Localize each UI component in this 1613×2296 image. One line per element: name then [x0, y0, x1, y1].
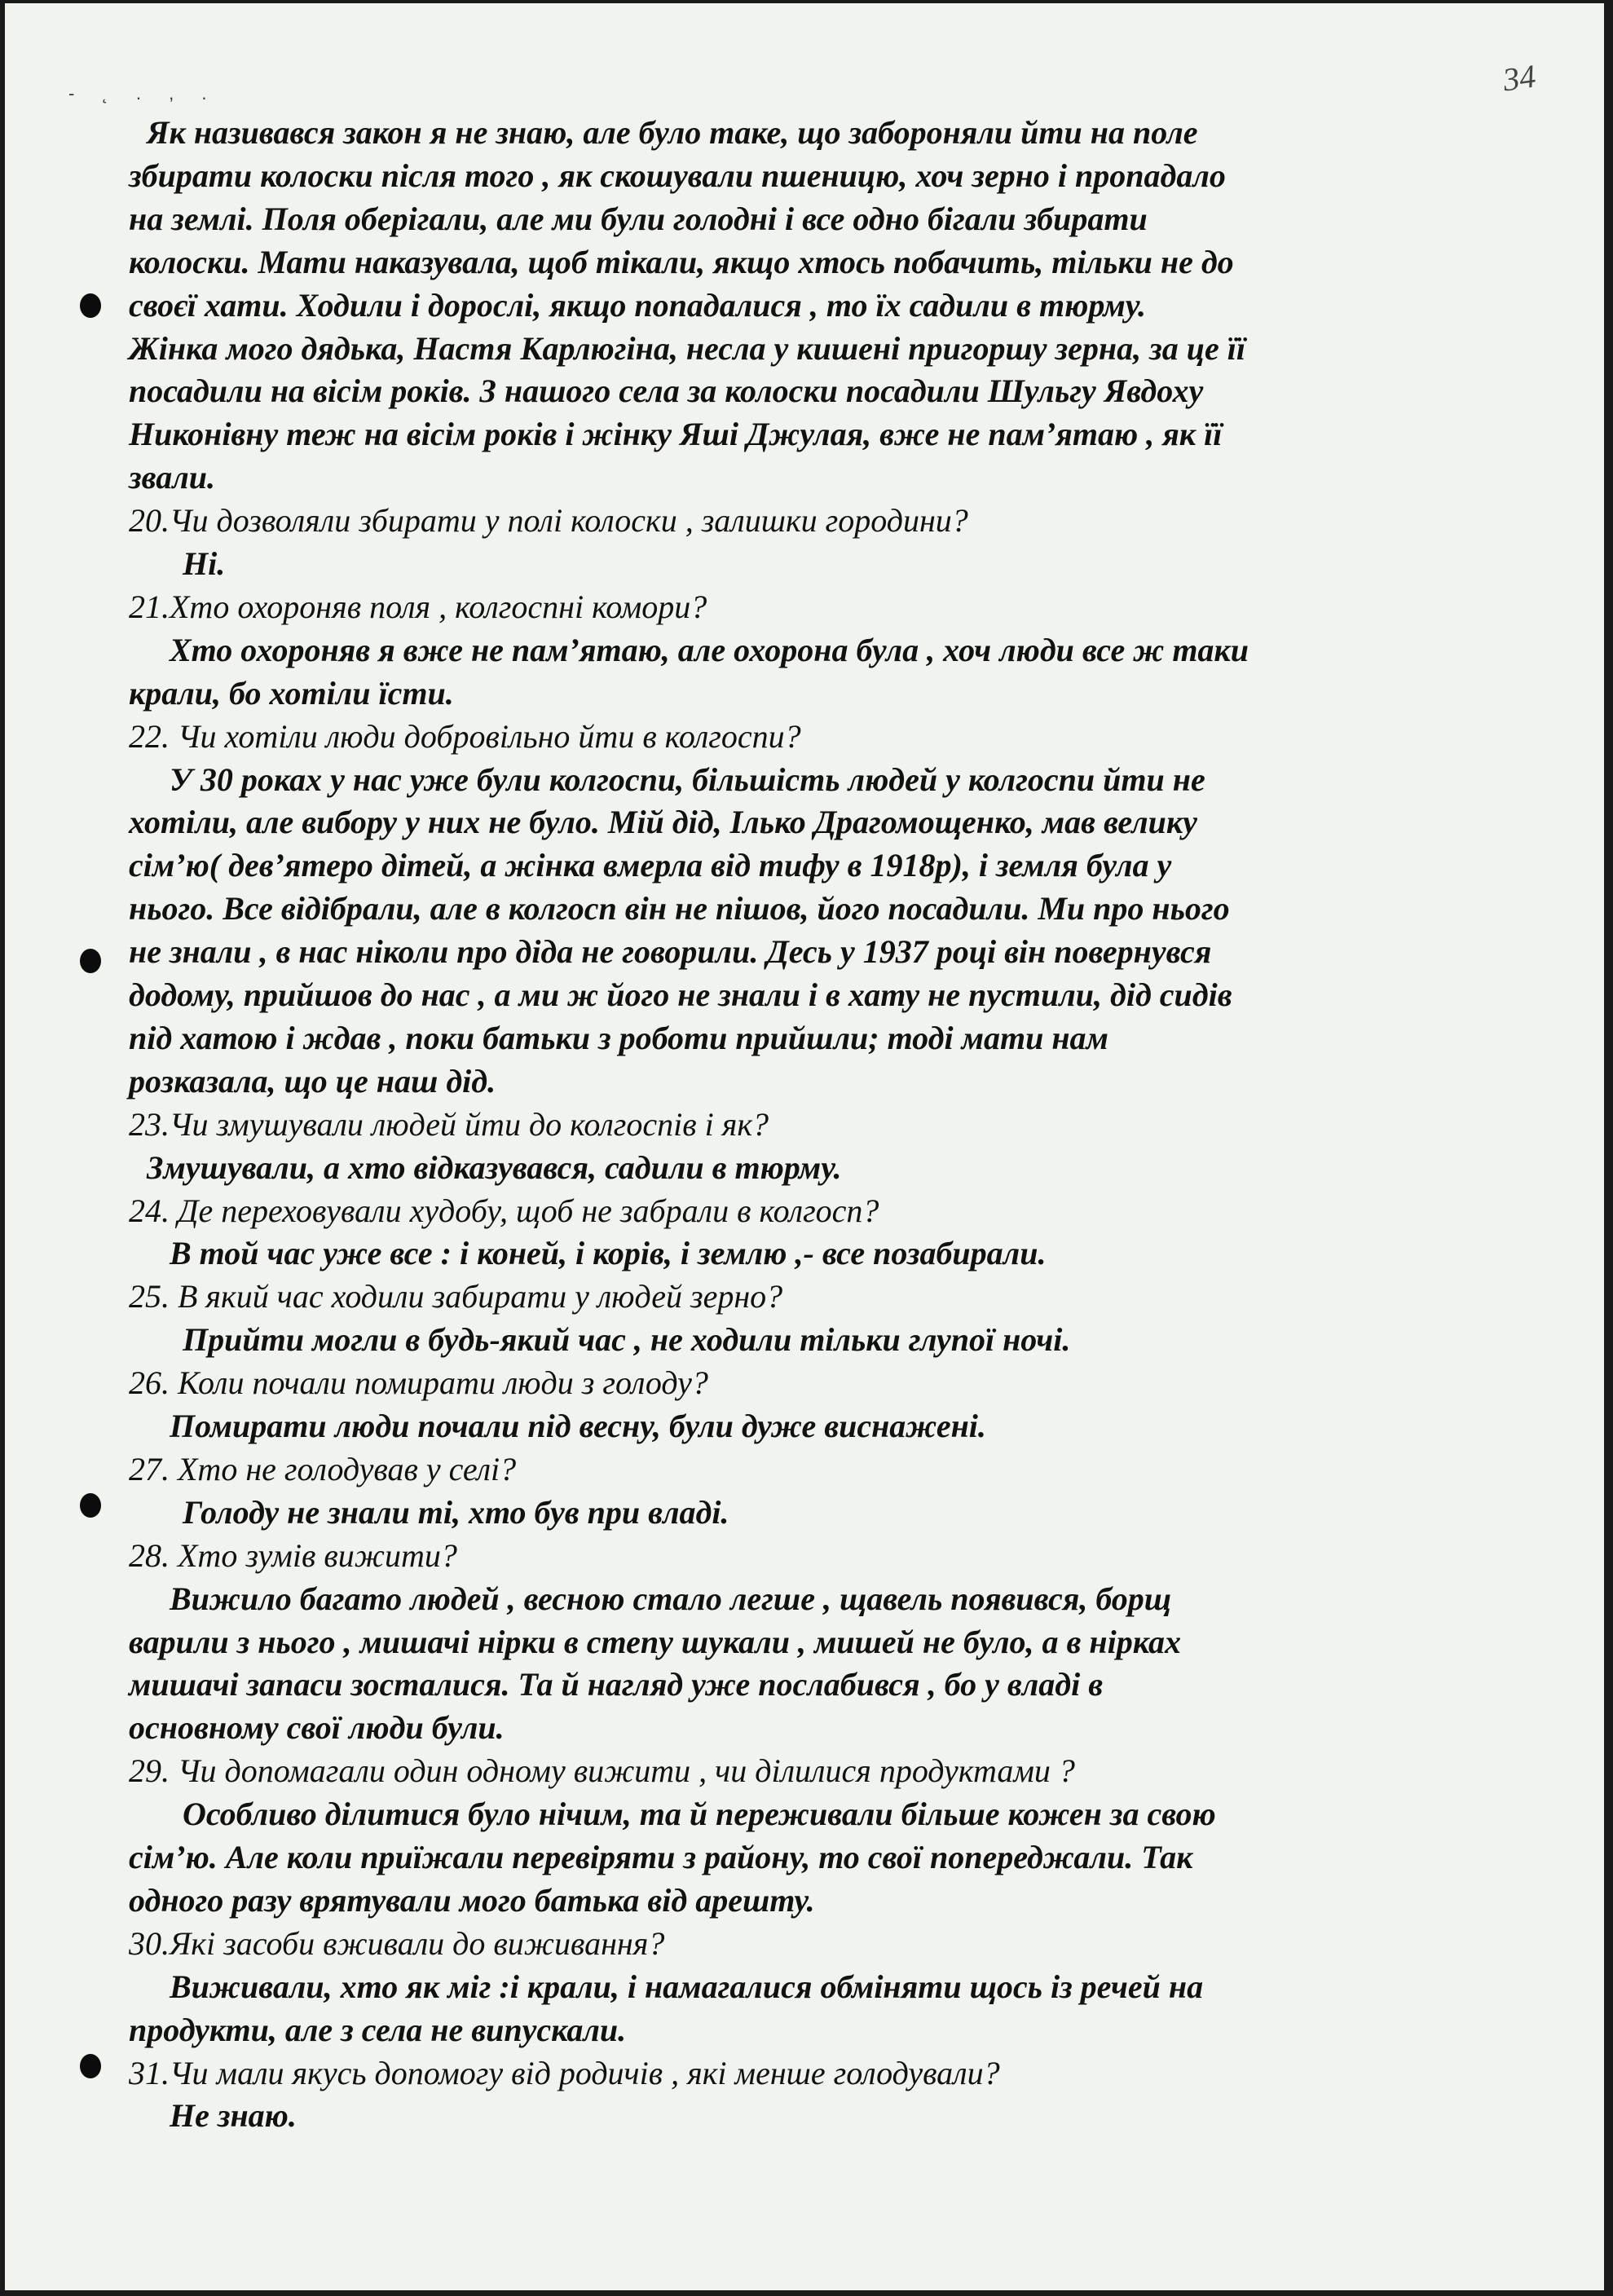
answer-line: не знали , в нас ніколи про діда не говорили. Десь у 1937 році він повернувся: [129, 933, 1212, 971]
question-line: 21.Хто охороняв поля , колгоспні комори?: [129, 588, 707, 625]
answer-line: Помирати люди почали під весну, були дуже виснажені.: [170, 1408, 986, 1444]
question-line: 22. Чи хотіли люди добровільно йти в колгоспи?: [129, 717, 801, 755]
answer-line: мишачі запаси зосталися. Та й нагляд уже послабився , бо у владі в: [129, 1666, 1104, 1703]
answer-line: Хто охороняв я вже не пам’ятаю, але охорона була , хоч люди все ж таки: [170, 631, 1249, 668]
answer-line: Особливо ділитися було нічим, та й переживали більше кожен за свою: [183, 1796, 1216, 1833]
top-marks: - ˛ . , .: [68, 83, 218, 104]
punch-hole: [80, 1493, 101, 1518]
answer-line: звали.: [129, 459, 215, 496]
answer-line: В той час уже все : і коней, і корів, і землю ,- все позабирали.: [170, 1235, 1047, 1272]
answer-line: Як називався закон я не знаю, але було таке, що забороняли йти на поле: [147, 114, 1198, 151]
answer-line: крали, бо хотіли їсти.: [129, 674, 454, 712]
answer-line: основному свої люди були.: [129, 1709, 505, 1747]
answer-line: Виживали, хто як міг :і крали, і намагалися обміняти щось із речей на: [170, 1968, 1204, 2005]
question-line: 24. Де переховували худобу, щоб не забрали в колгосп?: [129, 1192, 879, 1229]
answer-line: Жінка мого дядька, Настя Карлюгіна, несла у кишені пригоршу зерна, за це її: [129, 329, 1245, 367]
question-line: 31.Чи мали якусь допомогу від родичів , які менше голодували?: [129, 2054, 1000, 2091]
punch-hole: [80, 293, 101, 318]
answer-line: розказала, що це наш дід.: [129, 1062, 496, 1100]
question-line: 28. Хто зумів вижити?: [129, 1536, 457, 1574]
question-line: 25. В який час ходили забирати у людей зерно?: [129, 1278, 783, 1315]
answer-line: одного разу врятували мого батька від арешту.: [129, 1881, 815, 1919]
question-line: 23.Чи змушували людей йти до колгоспів і як?: [129, 1105, 769, 1143]
answer-line: нього. Все відібрали, але в колгосп він не пішов, його посадили. Ми про нього: [129, 890, 1230, 928]
question-line: 26. Коли почали помирати люди з голоду?: [129, 1364, 708, 1402]
answer-line: збирати колоски після того , як скошували пшеницю, хоч зерно і пропадало: [129, 156, 1226, 194]
question-line: 30.Які засоби вживали до виживання?: [129, 1924, 665, 1962]
answer-line: сім’ю( дев’ятеро дітей, а жінка вмерла від тифу в 1918р), і земля була у: [129, 847, 1172, 884]
answer-line: Прийти могли в будь-який час , не ходили тільки глупої ночі.: [183, 1321, 1071, 1359]
question-line: 27. Хто не голодував у селі?: [129, 1450, 517, 1487]
answer-line: продукти, але з села не випускали.: [129, 2011, 627, 2048]
page-number: 34: [1501, 57, 1538, 99]
punch-hole: [80, 949, 101, 973]
answer-line: під хатою і ждав , поки батьки з роботи прийшли; тоді мати нам: [129, 1019, 1108, 1056]
answer-line: Никонівну теж на вісім років і жінку Яші Джулая, вже не пам’ятаю , як її: [129, 416, 1223, 453]
answer-line: Ні.: [183, 545, 226, 582]
answer-line: варили з нього , мишачі нірки в степу шукали , мишей не було, а в нірках: [129, 1623, 1181, 1660]
scanned-page: [5, 3, 1604, 2290]
answer-line: У 30 роках у нас уже були колгоспи, більшість людей у колгоспи йти не: [170, 760, 1205, 798]
answer-line: Голоду не знали ті, хто був при владі.: [183, 1493, 729, 1531]
answer-line: Змушували, а хто відказувався, садили в тюрму.: [147, 1148, 842, 1186]
answer-line: посадили на вісім років. З нашого села за колоски посадили Шульгу Явдоху: [129, 372, 1204, 410]
answer-line: хотіли, але вибору у них не було. Мій дід, Ілько Драгомощенко, мав велику: [129, 804, 1197, 841]
answer-line: на землі. Поля оберігали, але ми були голодні і все одно бігали збирати: [129, 200, 1148, 237]
question-line: 29. Чи допомагали один одному вижити , чи ділилися продуктами ?: [129, 1752, 1075, 1790]
punch-hole: [80, 2054, 101, 2078]
answer-line: колоски. Мати наказувала, щоб тікали, якщо хтось побачить, тільки не до: [129, 243, 1234, 280]
answer-line: сім’ю. Але коли приїжали перевіряти з району, то свої попереджали. Так: [129, 1839, 1193, 1875]
answer-line: своєї хати. Ходили і дорослі, якщо попадалися , то їх садили в тюрму.: [129, 286, 1146, 324]
answer-line: додому, прийшов до нас , а ми ж його не знали і в хату не пустили, дід сидів: [129, 976, 1232, 1013]
answer-line: Не знаю.: [170, 2097, 297, 2135]
answer-line: Вижило багато людей , весною стало легше , щавель появився, борщ: [170, 1580, 1172, 1617]
question-line: 20.Чи дозволяли збирати у полі колоски , залишки городини?: [129, 502, 968, 540]
